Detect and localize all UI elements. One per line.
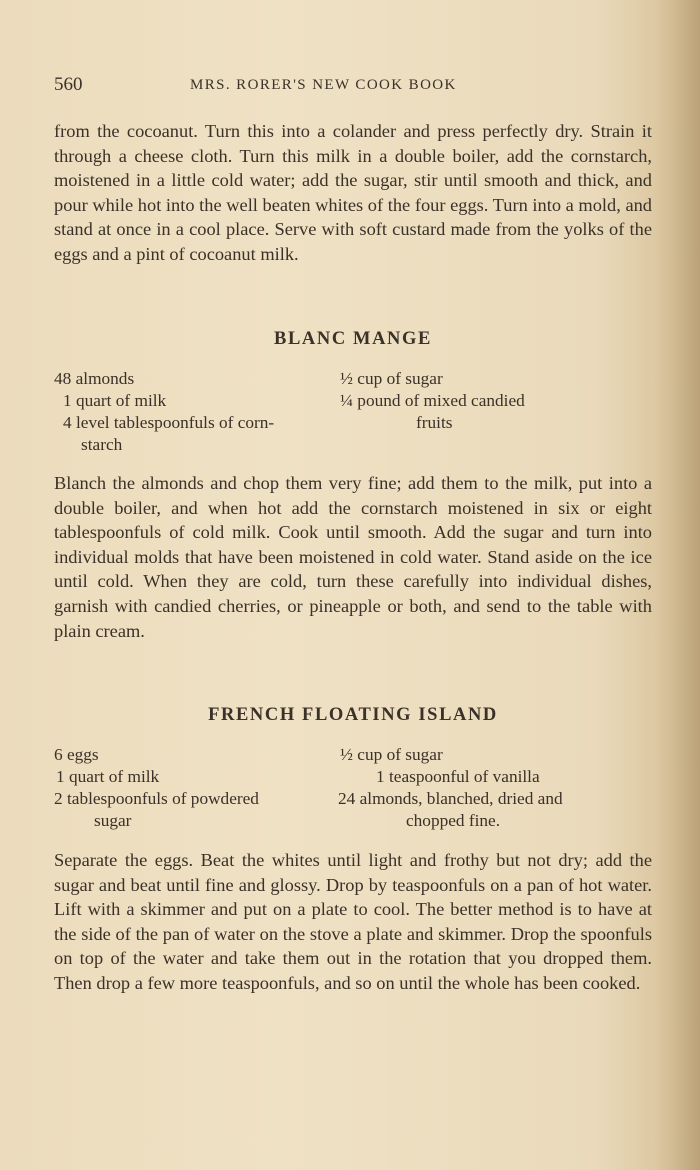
- ingredient-qty: 48: [54, 369, 72, 388]
- ingredient-text: teaspoonful of vanilla: [388, 767, 540, 786]
- ingredient-qty: 6: [54, 745, 63, 764]
- ingredient-text: level tablespoonfuls of corn-: [75, 413, 275, 432]
- ingredient-qty: ¼: [340, 391, 353, 410]
- ingredient-qty: ½: [340, 745, 353, 764]
- intro-paragraph: from the cocoanut. Turn this into a colander and press perfectly dry. Strain it through a cheese cloth. Turn this milk in a double boiler, add the cornstarch, moistened in a little cold water; add the sugar, stir until smooth and thick, and pour while hot into the well beaten whites of the four eggs. Turn into a mold, and stand at once in a cool place. Serve with soft custard made from the yolks of the eggs and a pint of cocoanut milk.: [54, 121, 652, 264]
- ingredient-text: eggs: [66, 745, 99, 764]
- ingredient-list-left: [54, 368, 274, 456]
- page-header: [54, 74, 654, 98]
- ingredient-line: [340, 390, 525, 412]
- ingredient-continuation: sugar: [94, 811, 132, 830]
- ingredient-line: [340, 744, 563, 766]
- ingredient-line: [54, 788, 259, 810]
- ingredient-qty: 2: [54, 789, 63, 808]
- ingredient-qty: 1: [63, 391, 72, 410]
- ingredient-list-right: [340, 368, 525, 434]
- ingredient-text: almonds, blanched, dried and: [359, 789, 563, 808]
- recipe-title-french-floating-island: FRENCH FLOATING ISLAND: [208, 705, 498, 725]
- blanc-mange-directions: Blanch the almonds and chop them very fine; add them to the milk, put into a double boiler, and when hot add the cornstarch moistened in six or eight tablespoonfuls of cold milk. Cook until smooth. Add the sugar and turn into individual molds that have been moistened in cold water. Stand aside on the ice until cold. When they are cold, turn these carefully into individual dishes, garnish with candied cherries, or pineapple or both, and send to the table with plain cream.: [54, 473, 652, 641]
- ingredient-text: quart of milk: [75, 391, 167, 410]
- ingredient-text: cup of sugar: [357, 745, 443, 764]
- ingredient-text: almonds: [75, 369, 135, 388]
- ingredient-line: [54, 390, 274, 412]
- ingredient-text: tablespoonfuls of powdered: [66, 789, 259, 808]
- ingredient-line: [340, 368, 525, 390]
- ingredient-line: [54, 412, 274, 434]
- ingredient-qty: 4: [63, 413, 72, 432]
- ingredient-text: cup of sugar: [357, 369, 443, 388]
- ingredient-text: quart of milk: [68, 767, 160, 786]
- ingredient-text: pound of mixed candied: [357, 391, 525, 410]
- ingredient-qty: 1: [56, 767, 65, 786]
- ingredient-continuation: starch: [81, 435, 123, 454]
- ingredient-qty: 24: [338, 789, 356, 808]
- page-edge-shadow: [654, 0, 700, 1170]
- ingredient-list-left: [54, 744, 259, 832]
- recipe-title-blanc-mange: BLANC MANGE: [274, 329, 432, 349]
- ingredient-line: [338, 788, 563, 810]
- ingredient-line: [54, 766, 259, 788]
- running-head: MRS. RORER'S NEW COOK BOOK: [190, 77, 457, 93]
- ingredient-line: [54, 368, 274, 390]
- ingredient-continuation: fruits: [416, 413, 453, 432]
- ingredient-list-right: [340, 744, 563, 832]
- ingredient-qty: 1: [376, 767, 385, 786]
- ingredient-qty: ½: [340, 369, 353, 388]
- ingredient-line: [54, 744, 259, 766]
- ingredient-continuation: chopped fine.: [406, 811, 501, 830]
- ingredient-line: [340, 766, 563, 788]
- page-number: 560: [54, 74, 83, 95]
- floating-island-directions: Separate the eggs. Beat the whites until light and frothy but not dry; add the sugar and beat until fine and glossy. Drop by teaspoonfuls on a pan of hot water. Lift with a skimmer and put on a plate to cool. The better method is to have at the side of the pan of water on the stove a plate and skimmer. Drop the spoonfuls on top of the water and take them out in the rotation that you dropped them. Then drop a few more teaspoonfuls, and so on until the whole has been cooked.: [54, 850, 652, 993]
